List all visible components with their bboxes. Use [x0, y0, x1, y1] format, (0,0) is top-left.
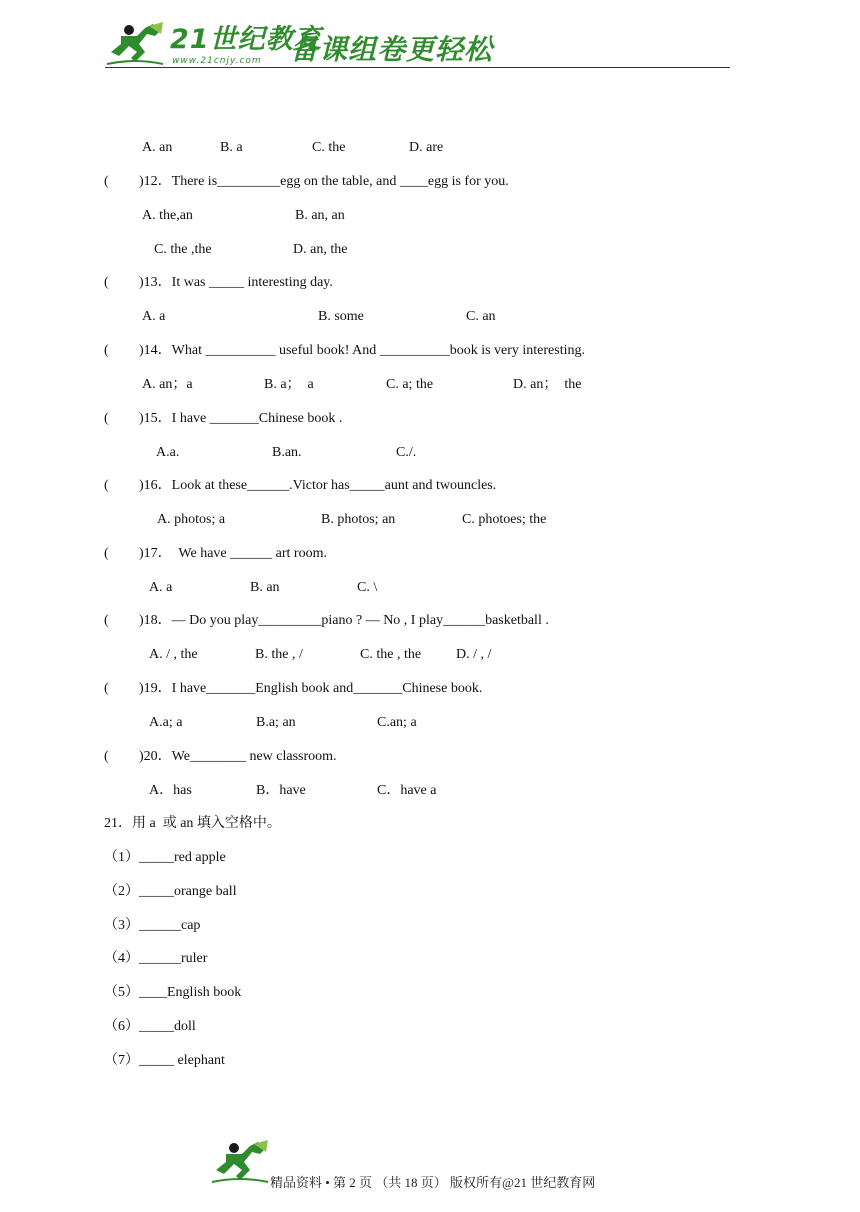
q20-option-c: C．have a	[377, 783, 437, 798]
q20-text: )20．We________ new classroom.	[139, 749, 337, 764]
q18-option-c: C. the , the	[360, 647, 422, 662]
q18-text: )18．— Do you play_________piano ? — No , I play______basketball .	[139, 613, 549, 628]
header-divider	[105, 67, 730, 68]
fill-item-6: （6）_____doll	[104, 1019, 196, 1034]
q12-text: )12．There is_________egg on the table, and ____egg is for you.	[139, 174, 509, 189]
q14-option-d: D. an； the	[513, 377, 582, 392]
brand-name: 21世纪教育	[170, 24, 322, 55]
q14-option-b: B. a； a	[264, 377, 314, 392]
runner-logo-icon	[105, 22, 165, 68]
q19-option-b: B.a; an	[256, 715, 296, 730]
q15-option-a: A.a.	[156, 445, 180, 460]
q18-paren: (	[104, 613, 109, 628]
q12-option-c: C. the ,the	[154, 242, 212, 257]
q19-text: )19．I have_______English book and_______Chinese book.	[139, 681, 483, 696]
q11-option-d: D. are	[409, 140, 444, 155]
footer-page-info: 精品资料 • 第 2 页 （共 18 页） 版权所有@21 世纪教育网	[270, 1175, 596, 1190]
q16-text: )16．Look at these______.Victor has_____aunt and twouncles.	[139, 478, 497, 493]
q12-option-d: D. an, the	[293, 242, 348, 257]
fill-item-7: （7）_____ elephant	[104, 1053, 225, 1068]
q20-option-b: B．have	[256, 783, 306, 798]
q13-option-b: B. some	[318, 309, 364, 324]
q12-option-a: A. the,an	[142, 208, 193, 223]
q15-paren: (	[104, 411, 109, 426]
q11-option-a: A. an	[142, 140, 173, 155]
q11-option-c: C. the	[312, 140, 346, 155]
header-slogan: 备课组卷更轻松	[290, 33, 494, 66]
q15-option-b: B.an.	[272, 445, 302, 460]
q17-option-c: C. \	[357, 580, 378, 595]
q14-paren: (	[104, 343, 109, 358]
q19-paren: (	[104, 681, 109, 696]
fill-item-3: （3）______cap	[104, 918, 201, 933]
q14-text: )14．What __________ useful book! And __________book is very interesting.	[139, 343, 586, 358]
q16-paren: (	[104, 478, 109, 493]
q17-option-b: B. an	[250, 580, 280, 595]
q17-paren: (	[104, 546, 109, 561]
q16-option-b: B. photos; an	[321, 512, 396, 527]
footer-runner-logo-icon	[210, 1140, 270, 1186]
q19-option-c: C.an; a	[377, 715, 417, 730]
q11-option-b: B. a	[220, 140, 243, 155]
q18-option-a: A. / , the	[149, 647, 198, 662]
q14-option-a: A. an；a	[142, 377, 193, 392]
q13-option-a: A. a	[142, 309, 166, 324]
fill-item-2: （2）_____orange ball	[104, 884, 237, 899]
fill-item-1: （1）_____red apple	[104, 850, 226, 865]
q16-option-a: A. photos; a	[157, 512, 226, 527]
q15-option-c: C./.	[396, 445, 417, 460]
q18-option-b: B. the , /	[255, 647, 303, 662]
q12-option-b: B. an, an	[295, 208, 345, 223]
q16-option-c: C. photoes; the	[462, 512, 547, 527]
fill-item-4: （4）______ruler	[104, 951, 208, 966]
q13-paren: (	[104, 275, 109, 290]
q20-option-a: A．has	[149, 783, 192, 798]
brand-url: www.21cnjy.com	[172, 56, 262, 66]
q13-option-c: C. an	[466, 309, 496, 324]
q13-text: )13．It was _____ interesting day.	[139, 275, 333, 290]
q18-option-d: D. / , /	[456, 647, 492, 662]
section-21-title: 21．用 a 或 an 填入空格中。	[104, 816, 281, 831]
q12-paren: (	[104, 174, 109, 189]
q20-paren: (	[104, 749, 109, 764]
q17-option-a: A. a	[149, 580, 173, 595]
q19-option-a: A.a; a	[149, 715, 183, 730]
q15-text: )15．I have _______Chinese book .	[139, 411, 343, 426]
fill-item-5: （5）____English book	[104, 985, 242, 1000]
q14-option-c: C. a; the	[386, 377, 434, 392]
q17-text: )17． We have ______ art room.	[139, 546, 327, 561]
